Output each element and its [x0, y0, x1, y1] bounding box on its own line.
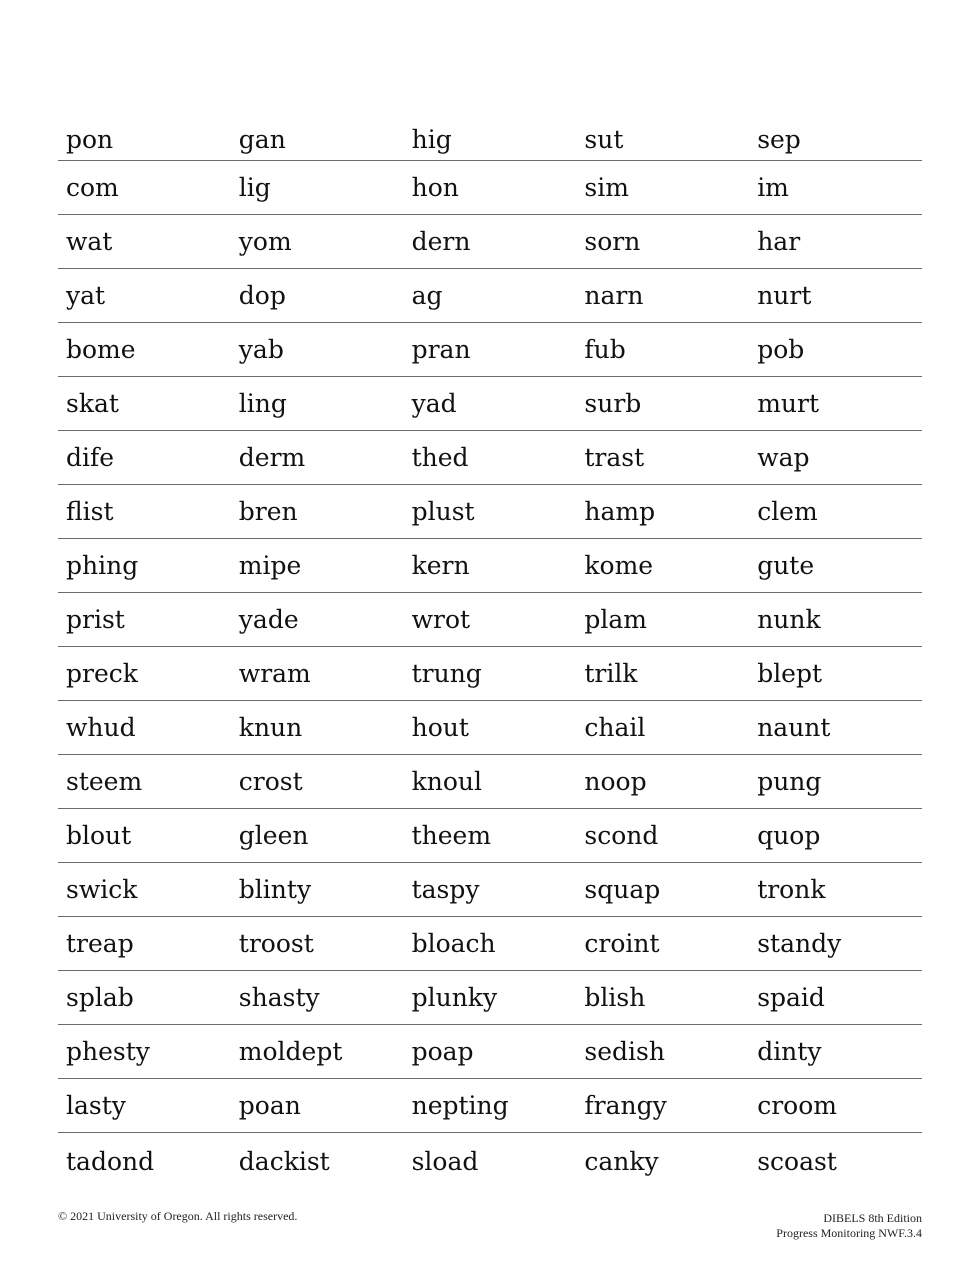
word-cell: yom [231, 215, 404, 269]
word-cell: gan [231, 106, 404, 161]
word-cell: squap [576, 863, 749, 917]
word-cell: flist [58, 485, 231, 539]
word-cell: prist [58, 593, 231, 647]
word-cell: yab [231, 323, 404, 377]
word-cell: bloach [404, 917, 577, 971]
word-cell: im [749, 161, 922, 215]
word-row [58, 161, 922, 215]
word-cell: moldept [231, 1025, 404, 1079]
word-cell: dinty [749, 1025, 922, 1079]
word-cell: wat [58, 215, 231, 269]
word-cell: wram [231, 647, 404, 701]
word-row [58, 431, 922, 485]
word-cell: plam [576, 593, 749, 647]
word-cell: nunk [749, 593, 922, 647]
word-row [58, 647, 922, 701]
word-row [58, 593, 922, 647]
word-row [58, 1079, 922, 1133]
word-row [58, 755, 922, 809]
word-cell: knun [231, 701, 404, 755]
word-row [58, 701, 922, 755]
edition-label: DIBELS 8th Edition [823, 1211, 922, 1225]
word-cell: blout [58, 809, 231, 863]
word-cell: com [58, 161, 231, 215]
word-cell: hamp [576, 485, 749, 539]
word-cell: chail [576, 701, 749, 755]
word-cell: nepting [404, 1079, 577, 1133]
word-cell: sep [749, 106, 922, 161]
word-cell: poan [231, 1079, 404, 1133]
word-row [58, 323, 922, 377]
word-cell: gleen [231, 809, 404, 863]
word-cell: blept [749, 647, 922, 701]
word-cell: nurt [749, 269, 922, 323]
word-cell: pran [404, 323, 577, 377]
word-cell: shasty [231, 971, 404, 1025]
word-cell: dop [231, 269, 404, 323]
word-cell: sim [576, 161, 749, 215]
word-cell: wap [749, 431, 922, 485]
word-cell: swick [58, 863, 231, 917]
word-cell: whud [58, 701, 231, 755]
word-cell: sorn [576, 215, 749, 269]
word-cell: thed [404, 431, 577, 485]
word-row [58, 269, 922, 323]
word-cell: mipe [231, 539, 404, 593]
word-cell: derm [231, 431, 404, 485]
word-cell: troost [231, 917, 404, 971]
word-cell: hout [404, 701, 577, 755]
word-row [58, 971, 922, 1025]
word-cell: skat [58, 377, 231, 431]
word-cell: scond [576, 809, 749, 863]
word-cell: splab [58, 971, 231, 1025]
word-cell: tadond [66, 1146, 155, 1176]
word-row [58, 863, 922, 917]
word-cell: kern [404, 539, 577, 593]
word-cell: bren [231, 485, 404, 539]
word-cell: pob [749, 323, 922, 377]
word-cell: knoul [404, 755, 577, 809]
word-cell: phesty [58, 1025, 231, 1079]
copyright-notice: © 2021 University of Oregon. All rights reserved. [58, 1209, 298, 1223]
word-cell: murt [749, 377, 922, 431]
word-cell: preck [58, 647, 231, 701]
word-cell: dife [58, 431, 231, 485]
word-row [58, 917, 922, 971]
word-cell: spaid [749, 971, 922, 1025]
word-cell: croom [749, 1079, 922, 1133]
word-cell: noop [576, 755, 749, 809]
word-cell: yat [58, 269, 231, 323]
word-cell: trast [576, 431, 749, 485]
word-cell: blish [576, 971, 749, 1025]
word-cell: surb [576, 377, 749, 431]
word-cell: trung [404, 647, 577, 701]
word-cell: plust [404, 485, 577, 539]
word-cell: dackist [238, 1146, 330, 1176]
form-info [776, 1211, 922, 1241]
word-row [58, 485, 922, 539]
word-cell: pon [58, 106, 231, 161]
word-cell: naunt [749, 701, 922, 755]
word-row [58, 1025, 922, 1079]
word-cell: trilk [576, 647, 749, 701]
word-cell: blinty [231, 863, 404, 917]
word-cell: standy [749, 917, 922, 971]
word-cell: tronk [749, 863, 922, 917]
word-cell: sedish [576, 1025, 749, 1079]
word-cell: plunky [404, 971, 577, 1025]
word-cell: lasty [58, 1079, 231, 1133]
word-cell: pung [749, 755, 922, 809]
word-cell: kome [576, 539, 749, 593]
word-row [58, 1133, 922, 1190]
word-cell: canky [584, 1146, 659, 1176]
word-cell: sut [576, 106, 749, 161]
word-cell: frangy [576, 1079, 749, 1133]
word-cell: lig [231, 161, 404, 215]
word-cell: clem [749, 485, 922, 539]
word-cell: theem [404, 809, 577, 863]
word-cell: phing [58, 539, 231, 593]
word-cell: sload [411, 1146, 479, 1176]
word-cell: dern [404, 215, 577, 269]
word-cell: fub [576, 323, 749, 377]
word-cell: har [749, 215, 922, 269]
word-cell: narn [576, 269, 749, 323]
word-cell: hig [404, 106, 577, 161]
word-cell: quop [749, 809, 922, 863]
word-cell: wrot [404, 593, 577, 647]
word-row [58, 215, 922, 269]
word-cell: poap [404, 1025, 577, 1079]
word-grid [58, 106, 922, 1189]
word-cell: yade [231, 593, 404, 647]
word-cell: yad [404, 377, 577, 431]
word-cell: croint [576, 917, 749, 971]
word-cell: ag [404, 269, 577, 323]
word-cell: ling [231, 377, 404, 431]
word-cell: gute [749, 539, 922, 593]
word-row [58, 809, 922, 863]
word-row [58, 539, 922, 593]
word-row [58, 377, 922, 431]
word-cell: scoast [757, 1146, 837, 1176]
word-cell: taspy [404, 863, 577, 917]
word-cell: hon [404, 161, 577, 215]
word-cell: crost [231, 755, 404, 809]
word-row [58, 106, 922, 161]
word-cell: treap [58, 917, 231, 971]
word-cell: bome [58, 323, 231, 377]
word-cell: steem [58, 755, 231, 809]
form-id-label: Progress Monitoring NWF.3.4 [776, 1226, 922, 1240]
